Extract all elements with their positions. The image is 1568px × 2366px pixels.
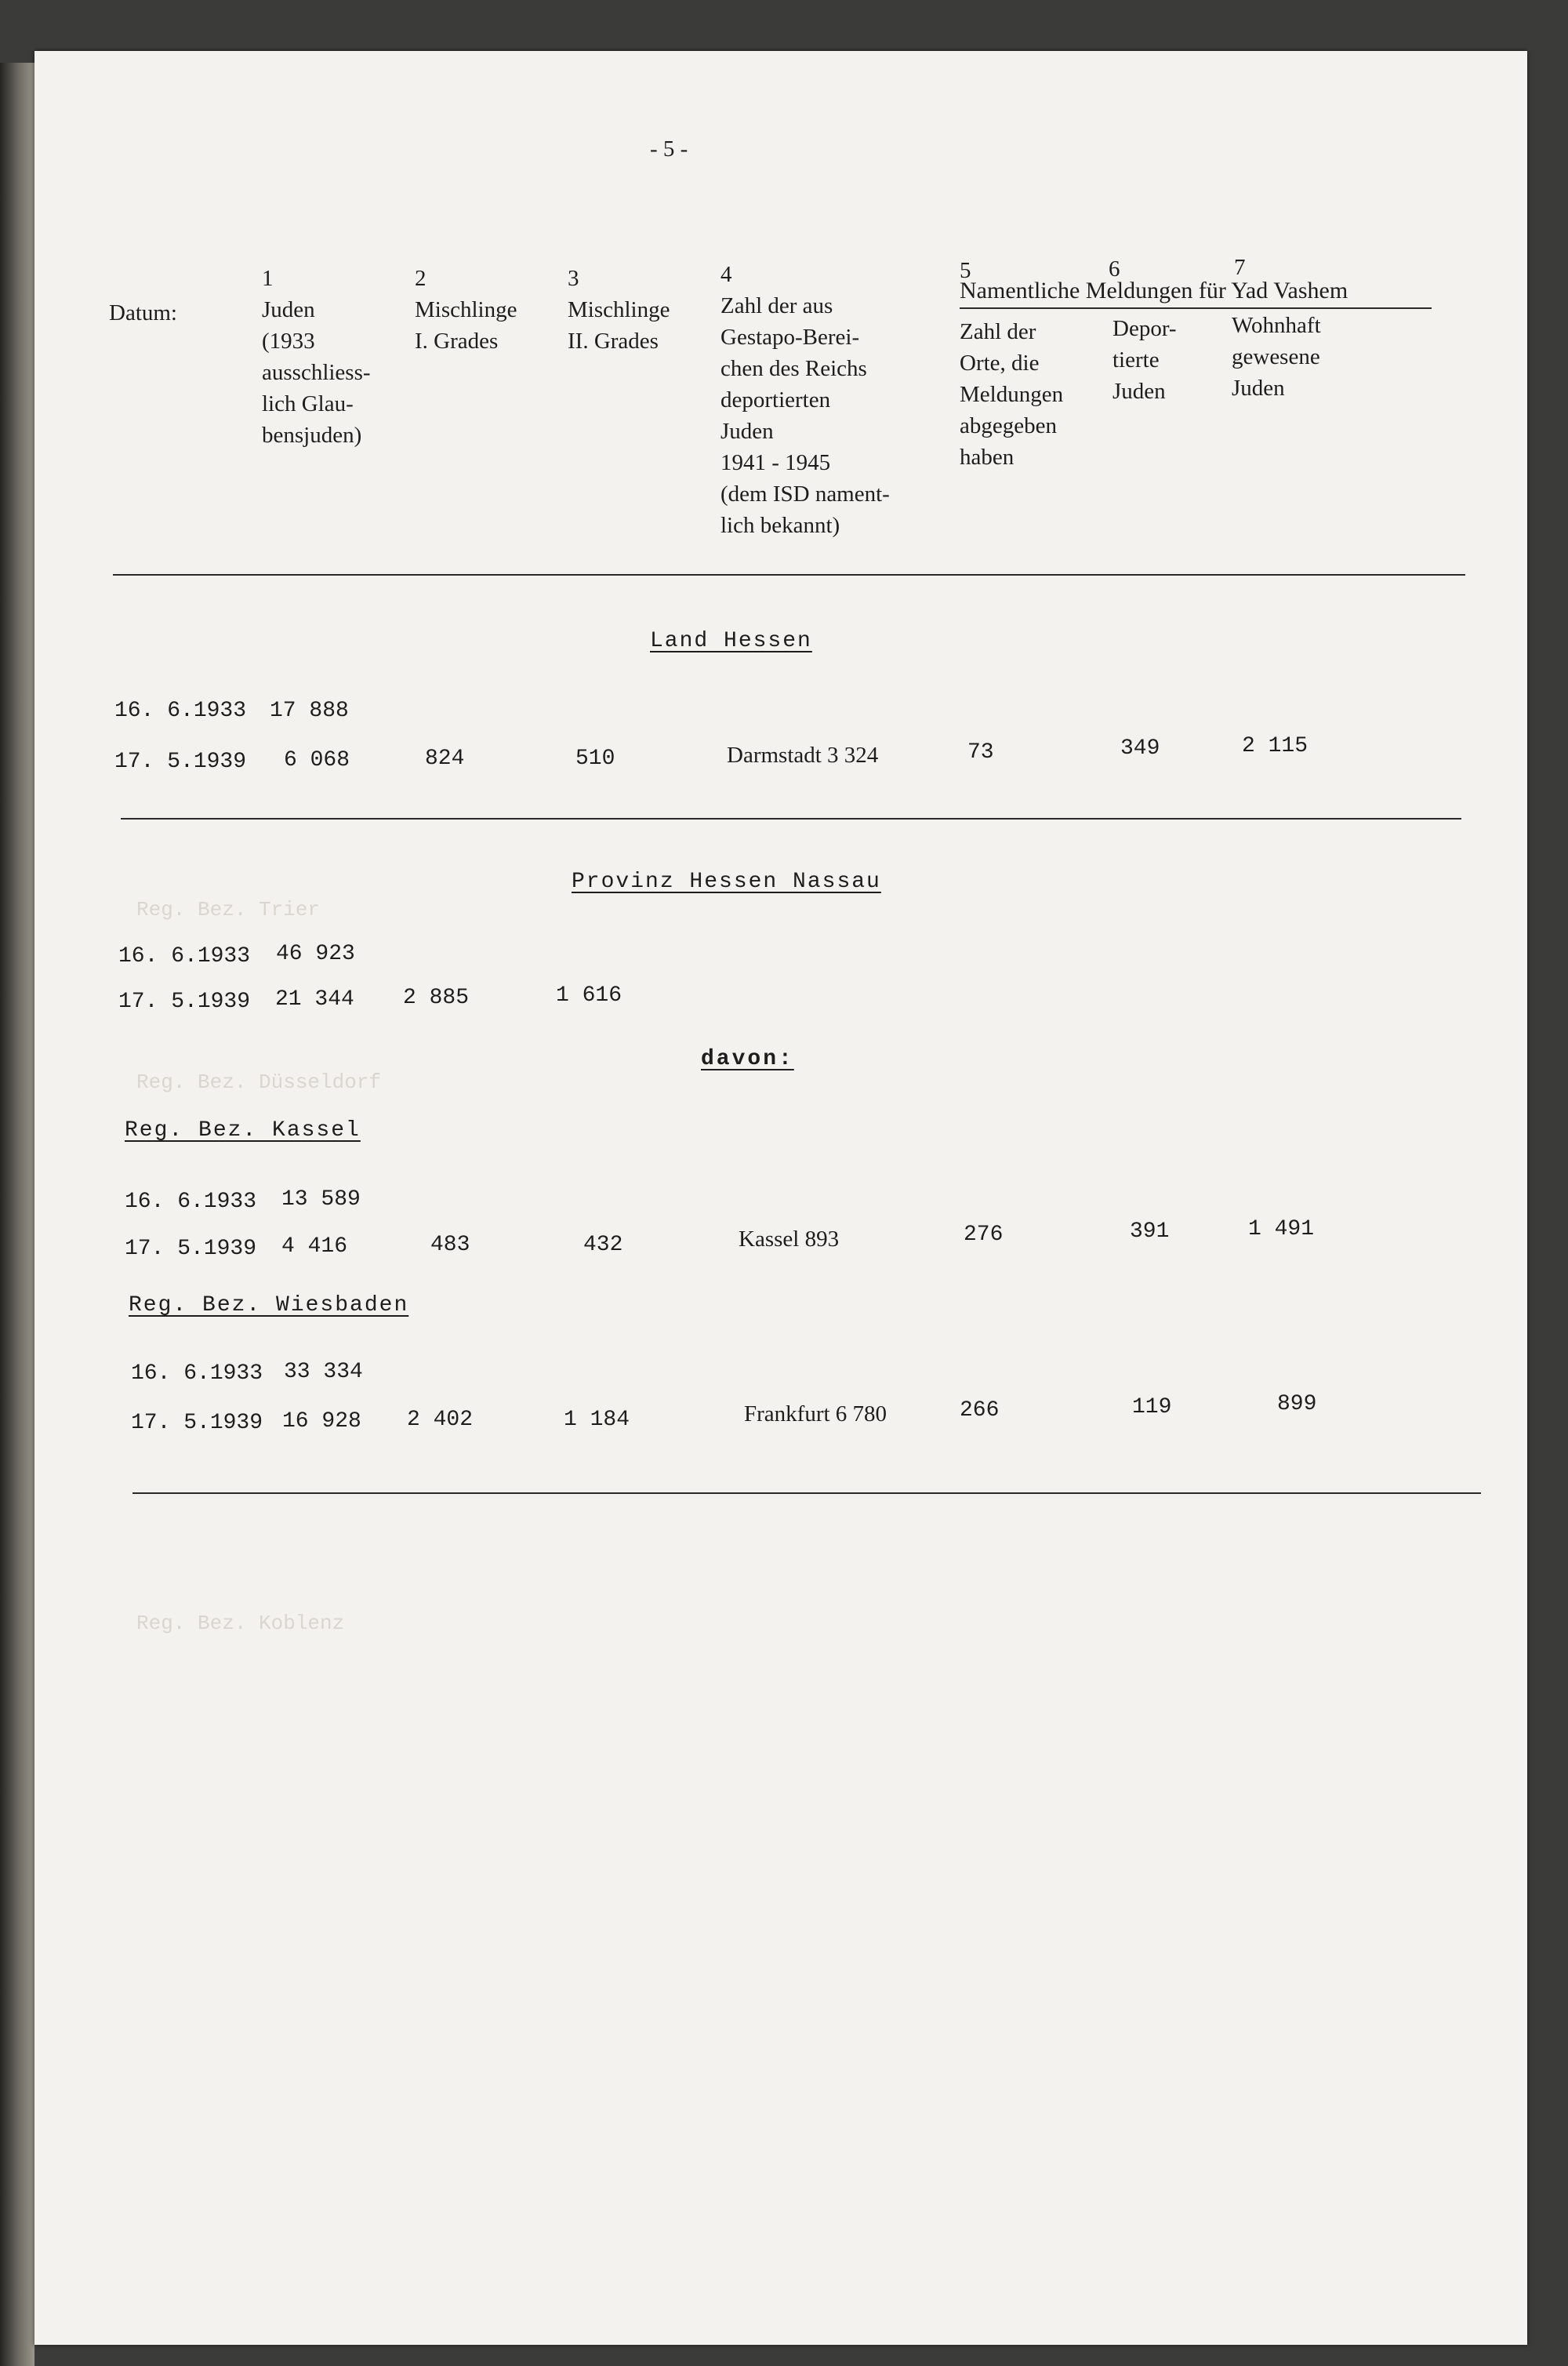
col6-number: 6 xyxy=(1109,256,1120,282)
section-title-kassel: Reg. Bez. Kassel xyxy=(125,1118,361,1143)
col5-number: 5 xyxy=(960,258,971,283)
col6-line: Depor- xyxy=(1112,316,1177,341)
row-wohnhaft: 899 xyxy=(1277,1392,1317,1416)
col4-header xyxy=(720,290,890,541)
row-wohnhaft: 1 491 xyxy=(1248,1217,1315,1241)
col1-number: 1 xyxy=(262,266,274,291)
col7-line: Wohnhaft xyxy=(1232,313,1321,338)
col3-header xyxy=(568,294,670,357)
row-deportierte: 391 xyxy=(1130,1219,1170,1244)
col4-line: lich bekannt) xyxy=(720,513,840,538)
row-juden: 17 888 xyxy=(270,699,349,723)
show-through-text: Reg. Bez. Koblenz xyxy=(136,1612,345,1635)
col7-line: Juden xyxy=(1232,376,1285,401)
row-juden: 4 416 xyxy=(281,1234,348,1259)
col2-line: I. Grades xyxy=(415,329,499,354)
group-label-underline xyxy=(960,307,1432,309)
row-date: 17. 5.1939 xyxy=(125,1237,257,1261)
row-date: 16. 6.1933 xyxy=(118,944,251,969)
datum-label: Datum: xyxy=(109,300,177,325)
col7-header xyxy=(1232,310,1321,404)
davon-label: davon: xyxy=(701,1047,794,1071)
col4-line: Zahl der aus xyxy=(720,293,833,318)
show-through-text: Reg. Bez. Trier xyxy=(136,898,321,921)
row-deportierte: 349 xyxy=(1120,736,1160,761)
col1-line: lich Glau- xyxy=(262,391,354,416)
col1-line: ausschliess- xyxy=(262,360,371,385)
row-mischlinge-2: 510 xyxy=(575,747,615,771)
row-juden: 13 589 xyxy=(281,1187,361,1212)
col4-number: 4 xyxy=(720,262,732,287)
page-number: - 5 - xyxy=(650,136,688,162)
col3-line: Mischlinge xyxy=(568,297,670,322)
col7-number: 7 xyxy=(1234,255,1246,280)
col2-header xyxy=(415,294,517,357)
col1-line: bensjuden) xyxy=(262,423,362,448)
table-bottom-rule xyxy=(132,1492,1481,1494)
book-spine xyxy=(0,63,34,2366)
col5-line: abgegeben xyxy=(960,413,1057,438)
col5-line: Orte, die xyxy=(960,351,1040,376)
col6-line: tierte xyxy=(1112,347,1160,373)
row-deported: Kassel 893 xyxy=(739,1227,840,1252)
row-juden: 6 068 xyxy=(284,748,350,772)
row-mischlinge-1: 2 402 xyxy=(407,1408,474,1432)
document-page xyxy=(34,51,1527,2345)
row-deportierte: 119 xyxy=(1132,1395,1172,1419)
row-date: 17. 5.1939 xyxy=(118,990,251,1014)
col5-header xyxy=(960,316,1063,473)
col5-line: haben xyxy=(960,445,1014,470)
col2-number: 2 xyxy=(415,266,426,291)
yad-vashem-group-label: Namentliche Meldungen für Yad Vashem xyxy=(960,278,1348,303)
row-juden: 16 928 xyxy=(282,1409,361,1434)
col6-line: Juden xyxy=(1112,379,1166,404)
row-deported: Frankfurt 6 780 xyxy=(744,1401,887,1427)
show-through-text: Reg. Bez. Düsseldorf xyxy=(136,1070,382,1094)
row-mischlinge-2: 432 xyxy=(583,1233,623,1257)
row-date: 16. 6.1933 xyxy=(131,1361,263,1386)
col1-header xyxy=(262,294,371,451)
col4-line: chen des Reichs xyxy=(720,356,867,381)
col1-line: (1933 xyxy=(262,329,315,354)
col7-line: gewesene xyxy=(1232,344,1320,369)
row-wohnhaft: 2 115 xyxy=(1242,734,1308,758)
row-juden: 33 334 xyxy=(284,1360,363,1384)
row-mischlinge-1: 2 885 xyxy=(403,986,470,1010)
col4-line: Gestapo-Berei- xyxy=(720,325,860,350)
row-mischlinge-2: 1 184 xyxy=(564,1408,630,1432)
col1-line: Juden xyxy=(262,297,315,322)
row-date: 17. 5.1939 xyxy=(131,1411,263,1435)
row-juden: 46 923 xyxy=(276,942,355,966)
col3-number: 3 xyxy=(568,266,579,291)
row-deported: Darmstadt 3 324 xyxy=(727,743,879,768)
row-orte: 73 xyxy=(967,740,994,765)
section-title-wiesbaden: Reg. Bez. Wiesbaden xyxy=(129,1293,409,1317)
col5-line: Zahl der xyxy=(960,319,1036,344)
row-orte: 266 xyxy=(960,1398,1000,1423)
row-date: 17. 5.1939 xyxy=(114,750,247,774)
col3-line: II. Grades xyxy=(568,329,659,354)
row-mischlinge-1: 824 xyxy=(425,747,465,771)
section-title-provinz-hessen-nassau: Provinz Hessen Nassau xyxy=(572,870,881,894)
section-title-land-hessen: Land Hessen xyxy=(650,629,812,653)
row-orte: 276 xyxy=(964,1223,1004,1247)
col6-header xyxy=(1112,313,1177,407)
col4-line: (dem ISD nament- xyxy=(720,482,890,507)
col4-line: 1941 - 1945 xyxy=(720,450,831,475)
col2-line: Mischlinge xyxy=(415,297,517,322)
row-mischlinge-2: 1 616 xyxy=(556,983,622,1008)
row-date: 16. 6.1933 xyxy=(114,699,247,723)
col5-line: Meldungen xyxy=(960,382,1064,407)
row-date: 16. 6.1933 xyxy=(125,1190,257,1214)
col4-line: Juden xyxy=(720,419,774,444)
header-separator xyxy=(113,574,1465,576)
section-separator xyxy=(121,818,1461,820)
row-mischlinge-1: 483 xyxy=(430,1233,470,1257)
col4-line: deportierten xyxy=(720,387,831,413)
row-juden: 21 344 xyxy=(275,987,354,1012)
